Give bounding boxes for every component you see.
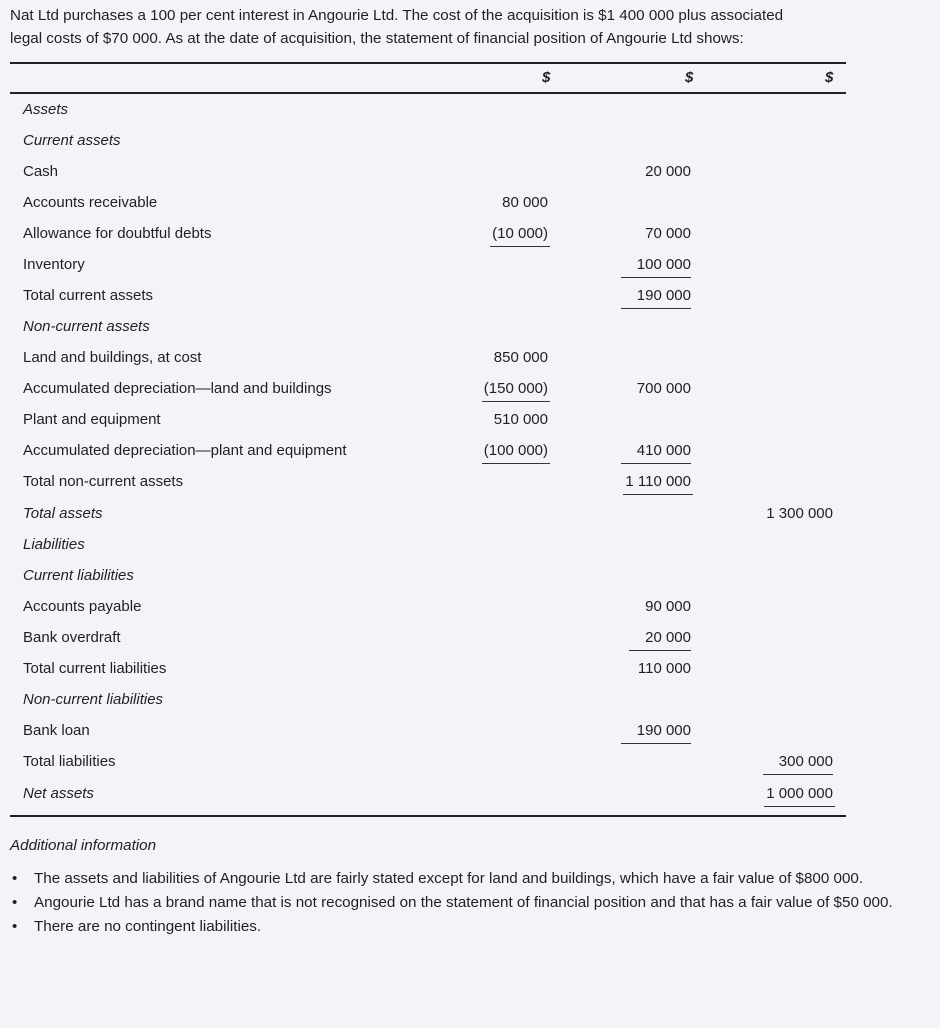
row-label: Total current liabilities bbox=[23, 660, 167, 677]
cell-col2: 20 000 bbox=[645, 629, 691, 646]
row-label: Non-current assets bbox=[23, 318, 150, 335]
list-item bbox=[10, 891, 910, 914]
row-label: Net assets bbox=[23, 785, 94, 802]
table-top-rule bbox=[10, 62, 846, 64]
table-row bbox=[10, 220, 846, 251]
row-label: Accounts payable bbox=[23, 598, 142, 615]
intro-line-2: legal costs of $70 000. As at the date of acquisition, the statement of financial position of Angourie Ltd shows: bbox=[10, 30, 744, 47]
additional-information-list bbox=[10, 867, 910, 938]
row-label: Accumulated depreciation—plant and equipment bbox=[23, 442, 347, 459]
header-rule bbox=[10, 92, 846, 94]
table-row bbox=[10, 500, 846, 531]
row-label: Liabilities bbox=[23, 536, 85, 553]
table-row bbox=[10, 562, 846, 593]
row-label: Current liabilities bbox=[23, 567, 134, 584]
table-row bbox=[10, 780, 846, 811]
list-item-text: Angourie Ltd has a brand name that is not recognised on the statement of financial position and that has a fair value of $50 000. bbox=[34, 894, 893, 911]
table-row bbox=[10, 189, 846, 220]
bullet-icon: • bbox=[12, 918, 18, 935]
table-row bbox=[10, 96, 846, 127]
row-label: Non-current liabilities bbox=[23, 691, 164, 708]
cell-col2: 70 000 bbox=[645, 225, 691, 242]
table-row bbox=[10, 406, 846, 437]
table-row bbox=[10, 251, 846, 282]
row-label: Accounts receivable bbox=[23, 194, 158, 211]
row-label: Cash bbox=[23, 163, 59, 180]
cell-col2: 100 000 bbox=[636, 256, 691, 273]
table-row bbox=[10, 375, 846, 406]
table-row bbox=[10, 686, 846, 717]
bullet-icon: • bbox=[12, 894, 18, 911]
additional-information bbox=[10, 835, 910, 939]
row-label: Total liabilities bbox=[23, 753, 116, 770]
cell-col1: 80 000 bbox=[502, 194, 548, 211]
table-row bbox=[10, 655, 846, 686]
cell-col2: 190 000 bbox=[636, 287, 691, 304]
row-label: Total assets bbox=[23, 505, 103, 522]
list-item-text: There are no contingent liabilities. bbox=[34, 918, 262, 935]
row-label: Plant and equipment bbox=[23, 411, 161, 428]
table-row bbox=[10, 344, 846, 375]
cell-col3: 1 000 000 bbox=[766, 785, 833, 802]
row-label: Assets bbox=[23, 101, 69, 118]
intro-text bbox=[10, 4, 910, 50]
table-row bbox=[10, 437, 846, 468]
cell-col2: 190 000 bbox=[636, 722, 691, 739]
table-row bbox=[10, 282, 846, 313]
cell-col2: 110 000 bbox=[637, 660, 691, 677]
table-bottom-rule bbox=[10, 815, 846, 817]
table-row bbox=[10, 468, 846, 499]
table-row bbox=[10, 624, 846, 655]
cell-col2: 1 110 000 bbox=[625, 473, 691, 490]
cell-col2: 410 000 bbox=[636, 442, 691, 459]
cell-col1: 850 000 bbox=[493, 349, 548, 366]
cell-col2: 700 000 bbox=[636, 380, 691, 397]
row-label: Current assets bbox=[23, 132, 121, 149]
row-label: Bank overdraft bbox=[23, 629, 121, 646]
row-label: Bank loan bbox=[23, 722, 90, 739]
table-row bbox=[10, 158, 846, 189]
row-label: Inventory bbox=[23, 256, 85, 273]
cell-col2: 20 000 bbox=[645, 163, 691, 180]
cell-col1: (100 000) bbox=[483, 442, 548, 459]
row-label: Total non-current assets bbox=[23, 473, 184, 490]
intro-line-1: Nat Ltd purchases a 100 per cent interest in Angourie Ltd. The cost of the acquisition is $1 400 000 plus associated bbox=[10, 7, 784, 24]
additional-information-title: Additional information bbox=[10, 837, 157, 854]
list-item-text: The assets and liabilities of Angourie Ltd are fairly stated except for land and buildings, which have a fair value of $800 000. bbox=[34, 870, 864, 887]
cell-col1: (150 000) bbox=[483, 380, 548, 397]
cell-col2: 90 000 bbox=[645, 598, 691, 615]
table-row bbox=[10, 593, 846, 624]
row-label: Land and buildings, at cost bbox=[23, 349, 202, 366]
column-header-3: $ bbox=[825, 69, 834, 86]
row-label: Total current assets bbox=[23, 287, 154, 304]
table-row bbox=[10, 531, 846, 562]
row-label: Allowance for doubtful debts bbox=[23, 225, 212, 242]
cell-col1: 510 000 bbox=[493, 411, 548, 428]
cell-col1: (10 000) bbox=[492, 225, 548, 242]
list-item bbox=[10, 915, 910, 938]
list-item bbox=[10, 867, 910, 890]
table-row bbox=[10, 313, 846, 344]
table-row bbox=[10, 717, 846, 748]
column-header-2: $ bbox=[685, 69, 694, 86]
row-label: Accumulated depreciation—land and buildings bbox=[23, 380, 332, 397]
table-row bbox=[10, 127, 846, 158]
bullet-icon: • bbox=[12, 870, 18, 887]
cell-col3: 300 000 bbox=[778, 753, 833, 770]
cell-col3: 1 300 000 bbox=[766, 505, 833, 522]
column-header-1: $ bbox=[542, 69, 551, 86]
table-row bbox=[10, 748, 846, 779]
